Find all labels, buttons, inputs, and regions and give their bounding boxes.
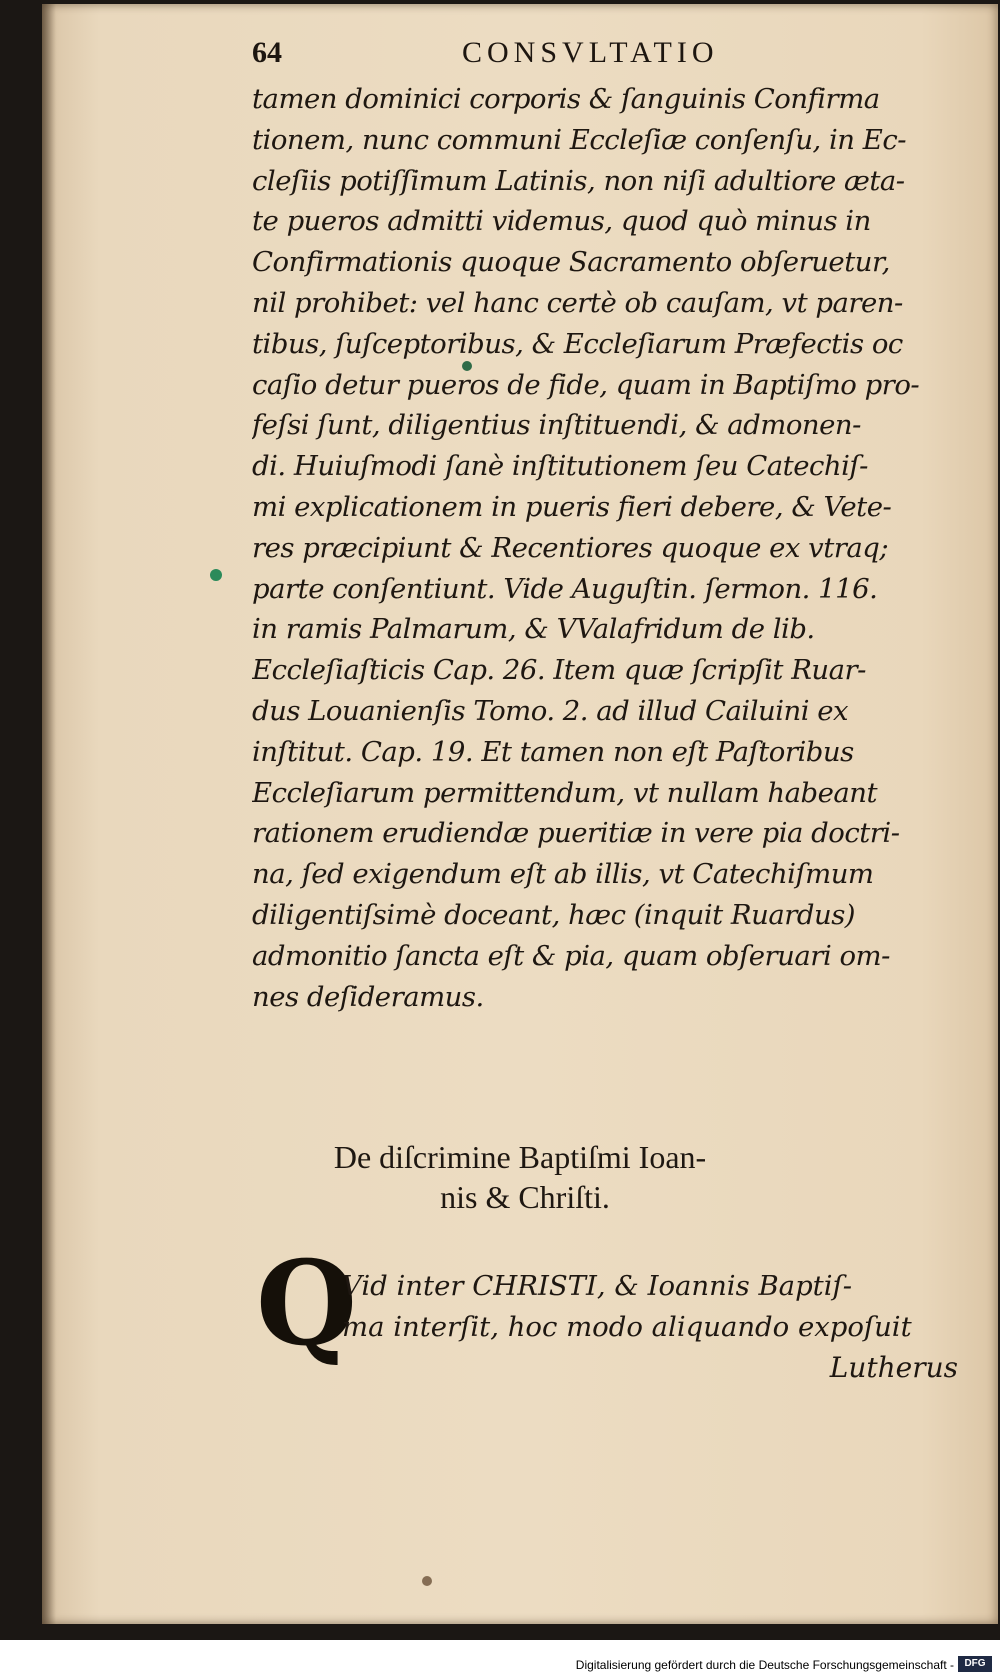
text-line: nes deſideramus. [252, 980, 484, 1013]
text-line: inſtitut. Cap. 19. Et tamen non eſt Paſtoribus [252, 735, 854, 768]
text-line: cleſiis potiſſimum Latinis, non niſi adultiore æta- [252, 164, 905, 197]
text-line: caſio detur pueros de fide, quam in Baptiſmo pro- [252, 368, 920, 401]
text-line: nil prohibet: vel hanc certè ob cauſam, vt paren- [252, 286, 903, 319]
digitization-credit-bar [0, 1652, 1000, 1679]
text-line: Vid inter CHRISTI, & Ioannis Baptiſ- [342, 1270, 852, 1302]
text-line: ma interſit, hoc modo aliquando expoſuit [342, 1310, 912, 1343]
text-line: te pueros admitti videmus, quod quò minus in [252, 205, 871, 238]
section-paragraph [342, 1266, 962, 1348]
running-title: CONSVLTATIO [462, 36, 719, 69]
text-line: Confirmationis quoque Sacramento obſeruetur, [252, 246, 890, 279]
text-line: mi explicationem in pueris fieri debere, & Vete- [252, 490, 892, 523]
page-number: 64 [252, 36, 282, 69]
book-page [42, 4, 998, 1624]
text-line: in ramis Palmarum, & VValafridum de lib. [252, 613, 815, 646]
text-line: Eccleſiaſticis Cap. 26. Item quæ ſcripſit Ruar- [252, 654, 866, 687]
text-line: res præcipiunt & Recentiores quoque ex vtraq; [252, 531, 889, 564]
text-line: tionem, nunc communi Eccleſiæ conſenſu, in Ec- [252, 123, 907, 156]
text-line: tamen dominici corporis & ſanguinis Confirma [252, 83, 880, 115]
text-line: tibus, ſuſceptoribus, & Eccleſiarum Præfectis oc [252, 327, 903, 360]
text-line: dus Louanienſis Tomo. 2. ad illud Cailuini ex [252, 694, 849, 727]
ink-stain [422, 1576, 432, 1586]
body-paragraph [252, 79, 958, 1017]
text-line: admonitio ſancta eſt & pia, quam obſeruari om- [252, 939, 890, 972]
section-heading-line: nis & Chriſti. [440, 1179, 610, 1215]
running-head [42, 36, 998, 76]
dfg-logo: DFG [958, 1656, 992, 1672]
text-line: rationem erudiendæ pueritiæ in vere pia doctri- [252, 817, 900, 850]
text-line: Eccleſiarum permittendum, vt nullam habeant [252, 776, 878, 809]
catchword: Lutherus [829, 1351, 958, 1384]
green-ink-dot [210, 569, 222, 581]
text-line: na, ſed exigendum eſt ab illis, vt Catechiſmum [252, 858, 874, 891]
text-line: di. Huiuſmodi ſanè inſtitutionem ſeu Catechiſ- [252, 450, 868, 483]
text-line: diligentiſsimè doceant, hæc (inquit Ruardus) [252, 898, 856, 931]
funding-credit: Digitalisierung gefördert durch die Deutsche Forschungsgemeinschaft - [575, 1658, 954, 1672]
text-line: parte conſentiunt. Vide Auguſtin. ſermon. 116. [252, 572, 878, 605]
section-heading [42, 1137, 998, 1217]
section-heading-line: De diſcrimine Baptiſmi Ioan- [333, 1139, 707, 1175]
text-line: feſsi ſunt, diligentius inſtituendi, & admonen- [252, 409, 861, 442]
drop-cap: Q [256, 1236, 358, 1372]
gutter-shadow [42, 4, 56, 1624]
